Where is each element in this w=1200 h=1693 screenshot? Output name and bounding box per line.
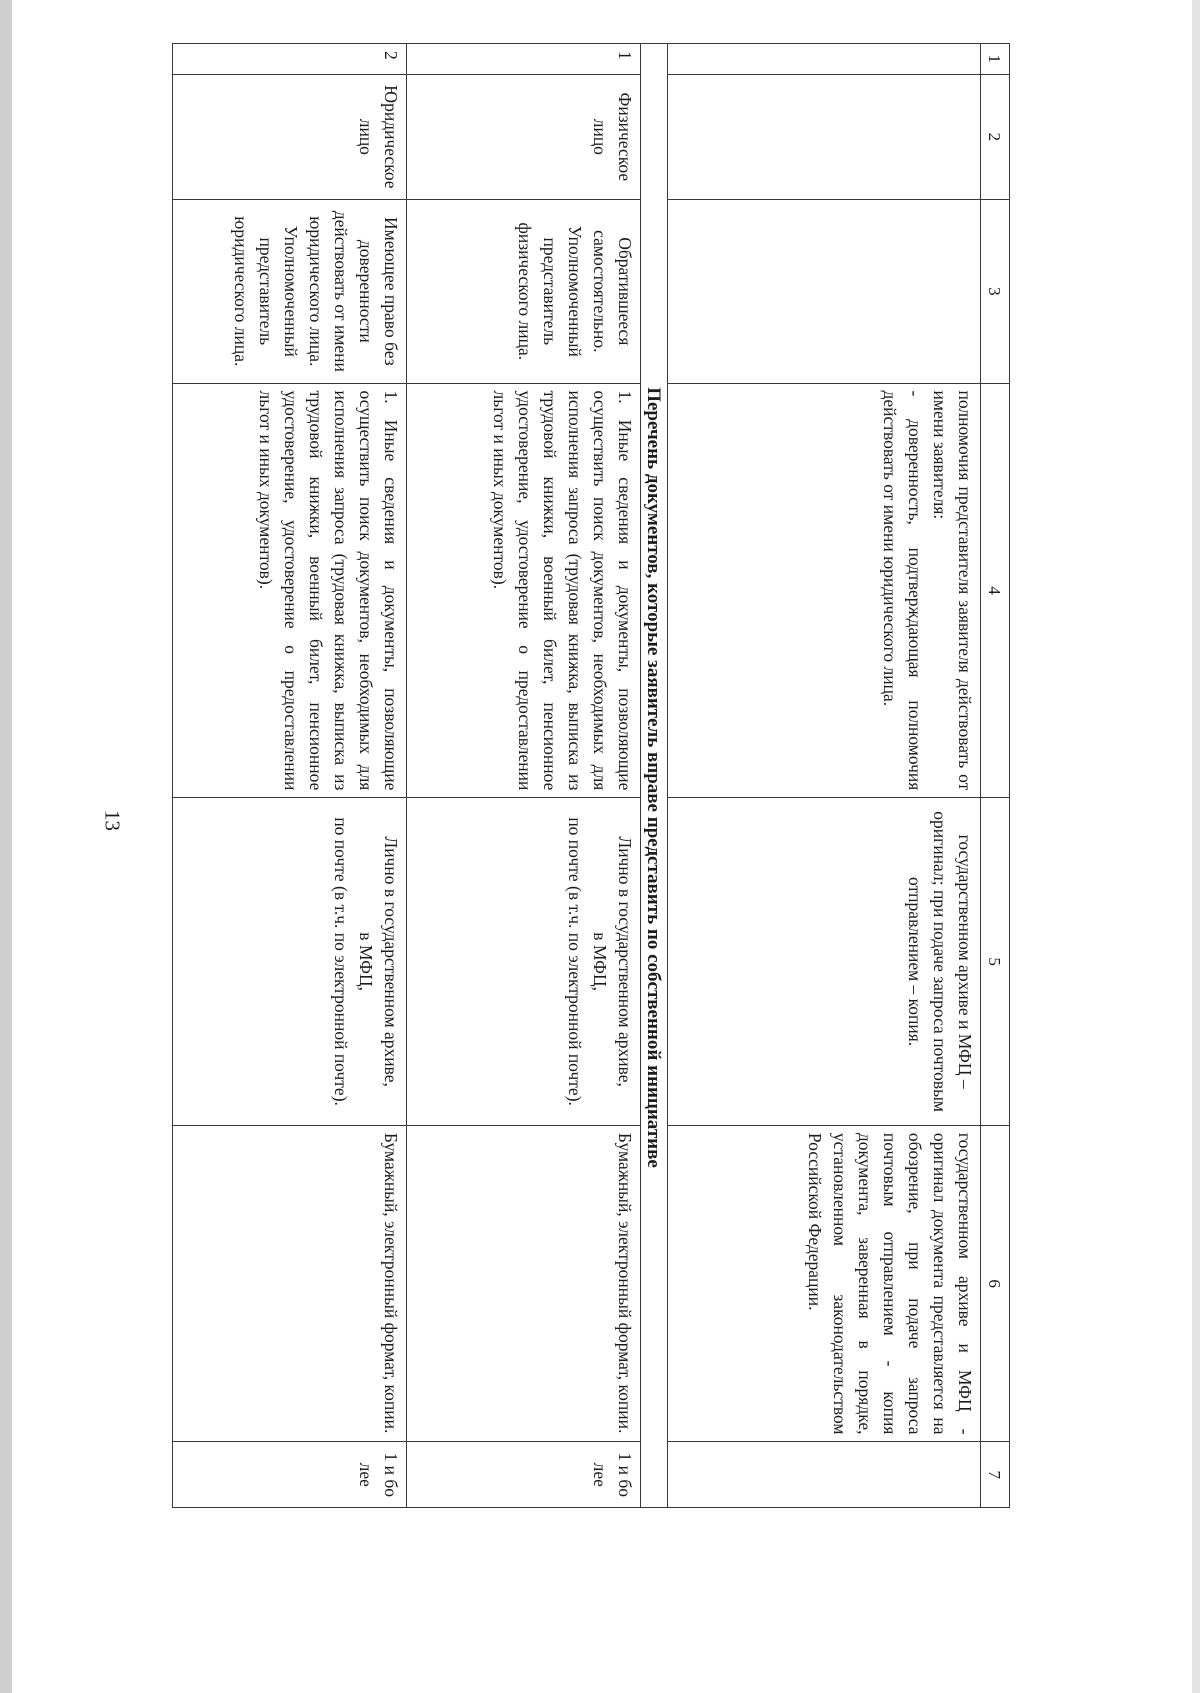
page-number: 13 bbox=[100, 810, 125, 831]
scan-edge-left bbox=[0, 0, 12, 1693]
header-cell: 1 bbox=[981, 44, 1010, 75]
continuation-cell-4: полномочия представителя заявителя действовать от имени заявителя: - доверенность, подтверждающая полномочия действовать от имени юридического лица. bbox=[668, 383, 981, 798]
continuation-cell-1 bbox=[668, 44, 981, 75]
count-cell: 1 и бо лее bbox=[173, 1442, 407, 1508]
documents-table bbox=[172, 43, 1010, 1508]
continuation-row bbox=[668, 44, 981, 1508]
method-cell: Лично в государственном архиве, в МФЦ, по почте (в т.ч. по электронной почте). bbox=[173, 798, 407, 1126]
row-number: 2 bbox=[173, 44, 407, 75]
count-cell: 1 и бо лее bbox=[407, 1442, 641, 1508]
header-cell: 5 bbox=[981, 798, 1010, 1126]
continuation-cell-7 bbox=[668, 1442, 981, 1508]
header-cell: 6 bbox=[981, 1125, 1010, 1442]
scan-edge-right bbox=[1192, 0, 1200, 1693]
category-cell: Имеющее право без доверенности действовать от имени юридического лица. Уполномоченный представитель юридического лица. bbox=[173, 200, 407, 383]
table-row bbox=[407, 44, 641, 1508]
applicant-cell: Юридическое лицо bbox=[173, 74, 407, 200]
row-number: 1 bbox=[407, 44, 641, 75]
continuation-cell-5: государственном архиве и МФЦ – оригинал; при подаче запроса почтовым отправлением – копия. bbox=[668, 798, 981, 1126]
header-cell: 3 bbox=[981, 200, 1010, 383]
header-cell: 4 bbox=[981, 383, 1010, 798]
section-row bbox=[641, 44, 668, 1508]
documents-cell: 1. Иные сведения и документы, позволяющие осуществить поиск документов, необходимых для исполнения запроса (трудовая книжка, выписка из трудовой книжки, военный билет, пенсионное удостоверение, удостоверение о предоставлении льгот и иных документов). bbox=[173, 383, 407, 798]
continuation-cell-6: государственном архиве и МФЦ - оригинал документа представляется на обозрение, при подаче запроса почтовым отправлением - копия документа, заверенная в порядке, установленном законодательством Российской Федерации. bbox=[668, 1125, 981, 1442]
applicant-cell: Физическое лицо bbox=[407, 74, 641, 200]
section-title: Перечень документов, которые заявитель вправе представить по собственной инициативе bbox=[641, 44, 668, 1508]
header-cell: 7 bbox=[981, 1442, 1010, 1508]
category-cell: Обратившееся самостоятельно. Уполномоченный представитель физического лица. bbox=[407, 200, 641, 383]
header-cell: 2 bbox=[981, 74, 1010, 200]
documents-cell: 1. Иные сведения и документы, позволяющие осуществить поиск документов, необходимых для исполнения запроса (трудовая книжка, выписка из трудовой книжки, военный билет, пенсионное удостоверение, удостоверение о предоставлении льгот и иных документов). bbox=[407, 383, 641, 798]
method-cell: Лично в государственном архиве, в МФЦ, по почте (в т.ч. по электронной почте). bbox=[407, 798, 641, 1126]
continuation-cell-2 bbox=[668, 74, 981, 200]
header-row bbox=[981, 44, 1010, 1508]
continuation-cell-3 bbox=[668, 200, 981, 383]
format-cell: Бумажный, электронный формат, копии. bbox=[407, 1125, 641, 1442]
rotated-page bbox=[140, 43, 1010, 1508]
format-cell: Бумажный, электронный формат, копии. bbox=[173, 1125, 407, 1442]
table-row bbox=[173, 44, 407, 1508]
